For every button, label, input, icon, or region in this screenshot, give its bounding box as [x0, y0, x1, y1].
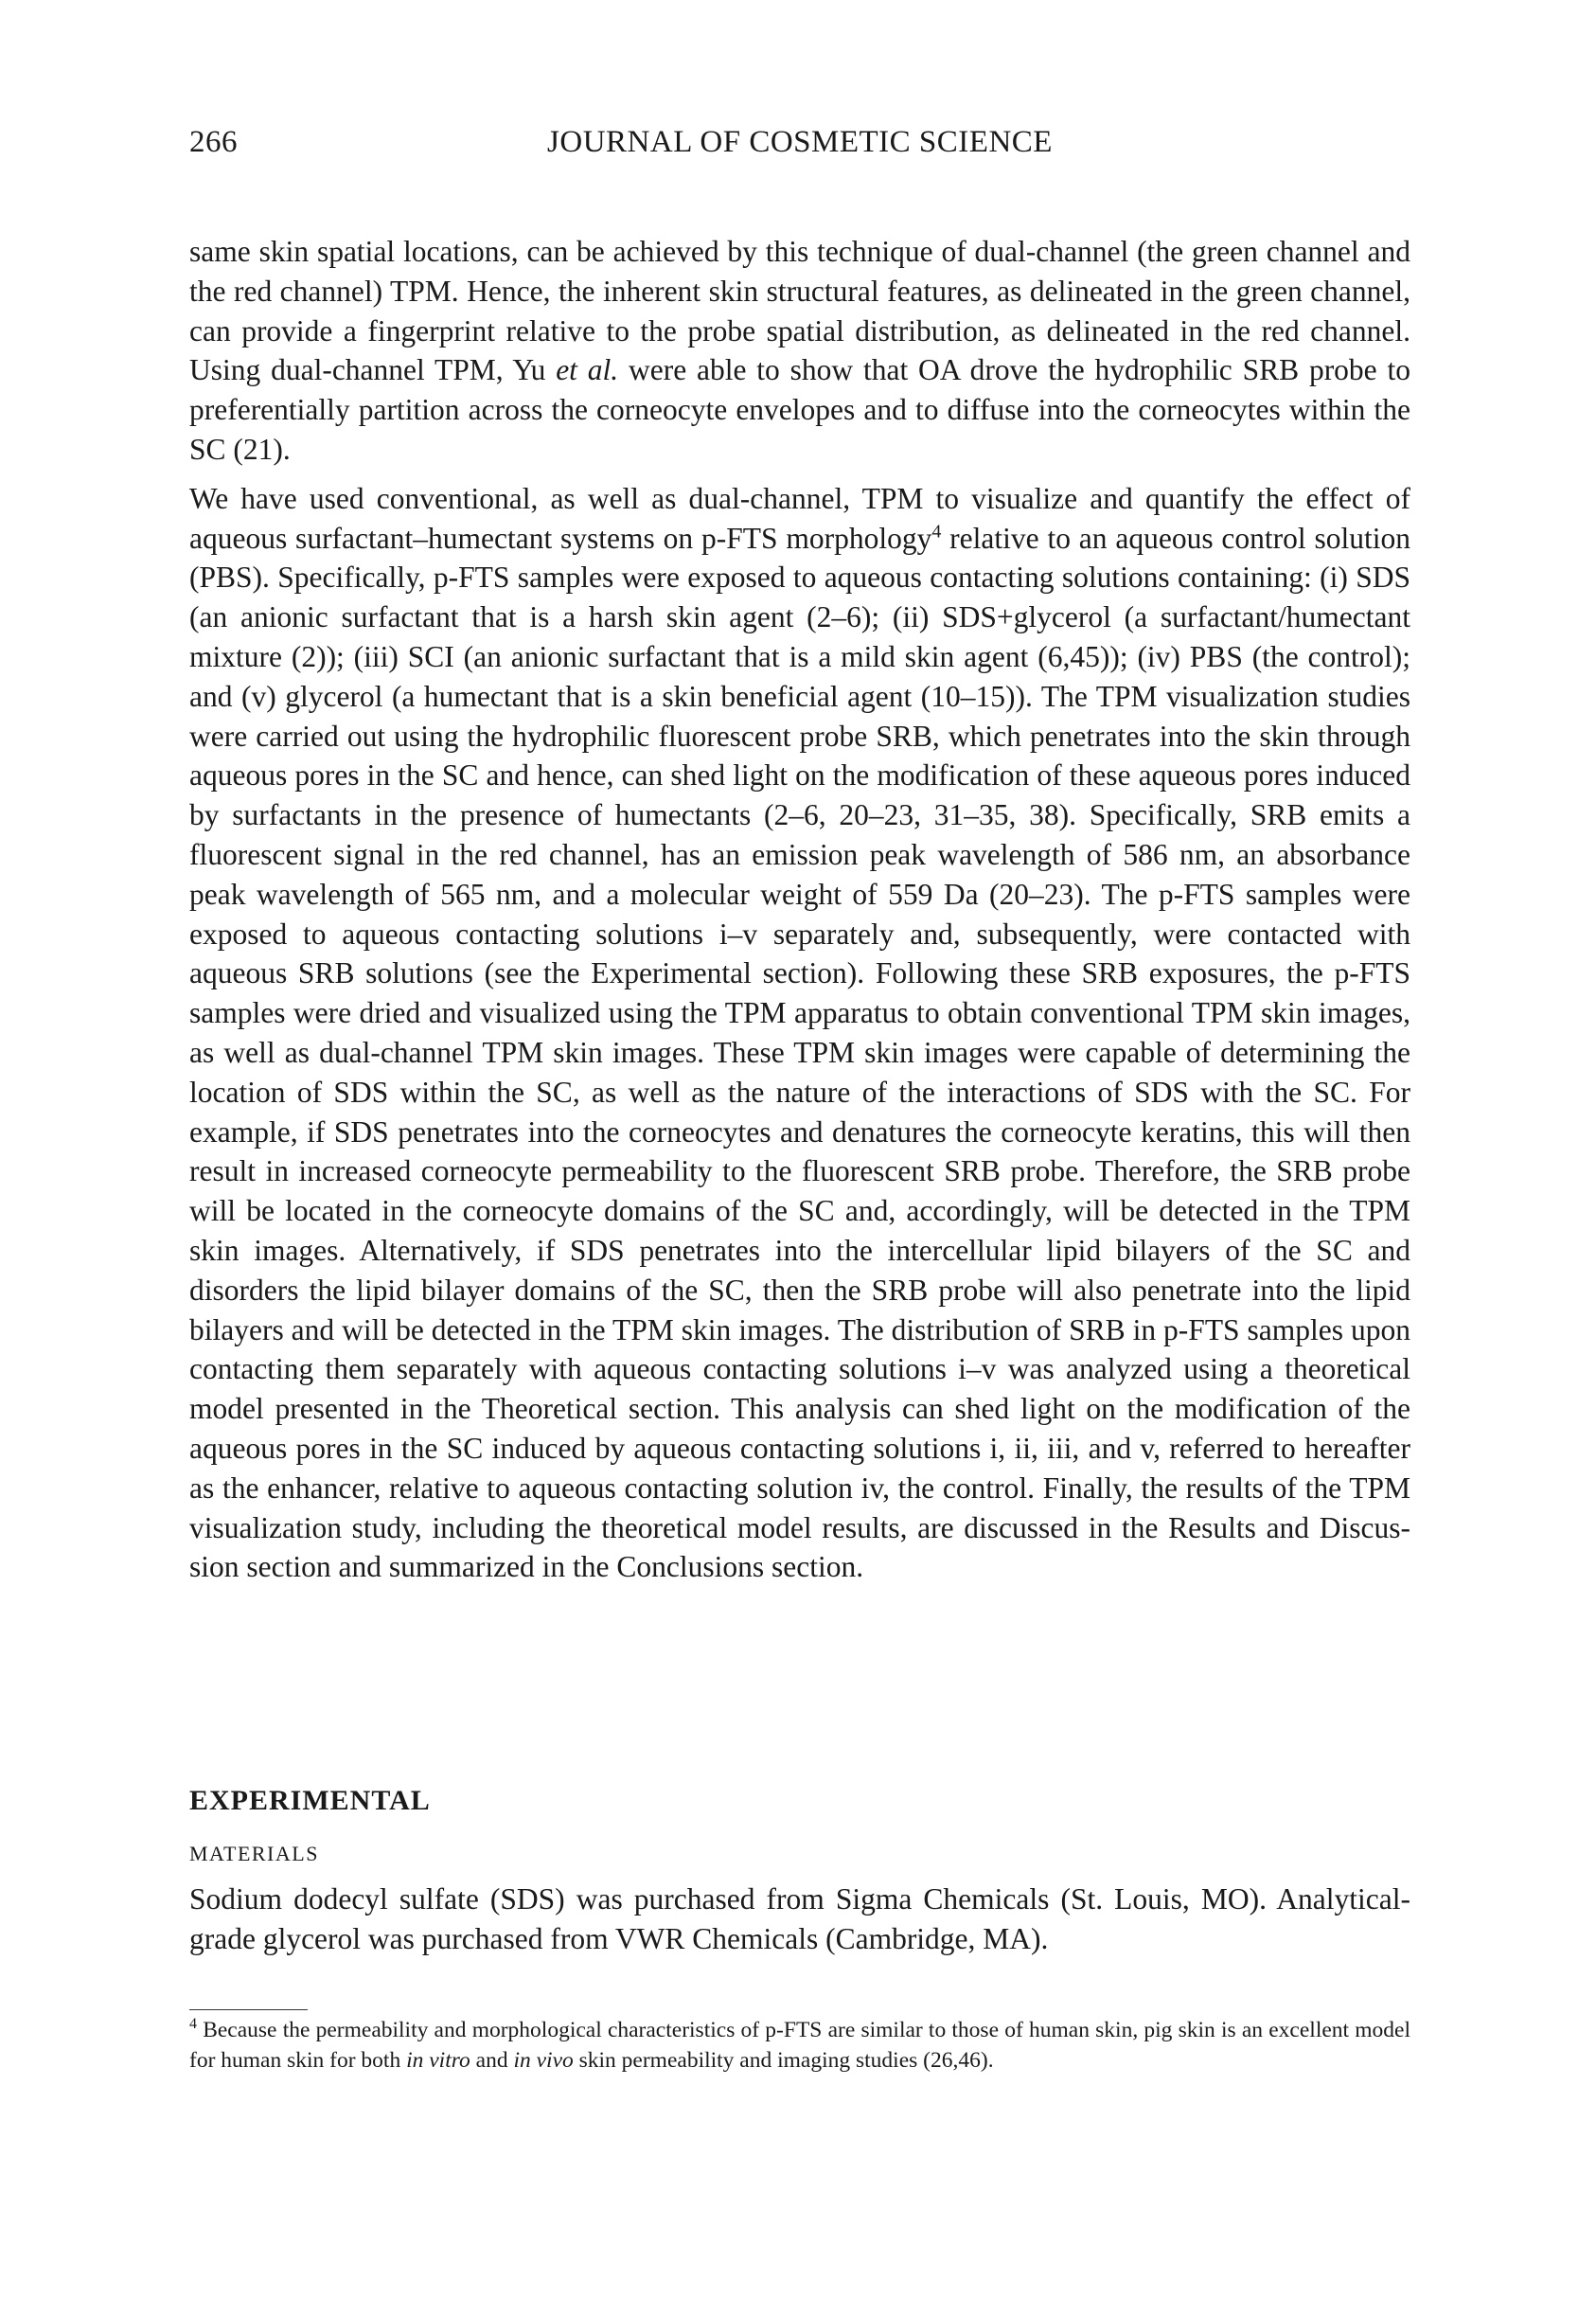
text-run: Because the permeability and morphological characteristics of p-FTS are similar to those of human skin, pig skin is an excellent model for human skin for both — [189, 2018, 1410, 2073]
footnote-marker: 4 — [931, 521, 942, 543]
footnote-number: 4 — [189, 2016, 197, 2033]
body-text — [189, 232, 1410, 1596]
paragraph-1 — [189, 232, 1410, 470]
text-run: same skin spatial locations, can be achieved by this technique of dual-channel (the green channel and the red channel) TPM. Hence, the inherent skin structural features, as delineated in the green channel, can provide a fingerprint relative to the probe spatial distribution, as delineated in the red channel. Using dual-channel TPM, Yu — [189, 235, 1410, 387]
page-number: 266 — [189, 125, 238, 159]
text-run: We have used conventional, as well as dual-channel, TPM to visualize and quantify the effect of aqueous surfactant–humectant systems on p-FTS morphology — [189, 481, 1410, 555]
footnote — [189, 2015, 1410, 2076]
footnote-text — [189, 2015, 1410, 2076]
journal-title: JOURNAL OF COSMETIC SCIENCE — [547, 125, 1053, 159]
materials-paragraph: Sodium dodecyl sulfate (SDS) was purchased from Sigma Chemicals (St. Louis, MO). Analytical-grade glycerol was purchased from VWR Chemicals (Cambridge, MA). — [189, 1882, 1410, 1955]
italic-text: et al. — [556, 353, 619, 387]
running-header — [189, 125, 1410, 167]
section-heading: EXPERIMENTAL — [189, 1785, 431, 1816]
footnote-divider — [189, 2009, 308, 2010]
text-run: skin permeability and imaging studies (26,46). — [573, 2048, 994, 2073]
text-run: relative to an aqueous control solution (PBS). Specifically, p-FTS samples were exposed to aqueous contacting solutions containing: (i) SDS (an anionic surfactant that is a harsh skin agent (2–6); (ii) SDS+glycerol (a surfactant/humectant mixture (2)); (iii) SCI (an anionic surfactant that is a mild skin agent (6,45)); (iv) PBS (the control); and (v) glycerol (a humectant that is a skin beneficial agent (10–15)). The TPM visualization studies were carried out using the hydrophilic fluorescent probe SRB, which penetrates into the skin through aqueous pores in the SC and hence, can shed light on the modification of these aqueous pores induced by surfactants in the presence of humectants (2–6, 20–23, 31–35, 38). Specifically, SRB emits a fluorescent signal in the red channel, has an emission peak wavelength of 586 nm, an absorbance peak wavelength of 565 nm, and a molecular weight of 559 Da (20–23). The p-FTS samples were exposed to aqueous contacting solutions i–v separately and, subsequently, were contacted with aqueous SRB solutions (see the Experimental section). Following these SRB exposures, the p-FTS samples were dried and visualized using the TPM apparatus to obtain conventional TPM skin images, as well as dual-channel TPM skin images. These TPM skin images were capable of determining the location of SDS within the SC, as well as the nature of the interactions of SDS with the SC. For example, if SDS penetrates into the corneocytes and denatures the corneocyte keratins, this will then result in increased corneocyte permeability to the fluorescent SRB probe. Therefore, the SRB probe will be located in the corneocyte domains of the SC and, accordingly, will be detected in the TPM skin images. Alternatively, if SDS penetrates into the intercellular lipid bilayers of the SC and disorders the lipid bilayer domains of the SC, then the SRB probe will also penetrate into the lipid bilayers and will be detected in the TPM skin images. The distribution of SRB in p-FTS samples upon contacting them separately with aqueous contacting solutions i–v was analyzed using a theoretical model presented in the Theoretical section. This analysis can shed light on the modification of the aqueous pores in the SC induced by aqueous contacting solutions i, ii, iii, and v, referred to hereafter as the enhancer, relative to aqueous contacting solution iv, the control. Finally, the results of the TPM visualization study, including the theoretical model results, are discussed in the Results and Discussion section and summarized in the Conclusions section. — [189, 521, 1410, 1584]
italic-text: in vitro — [406, 2048, 470, 2073]
text-run: and — [470, 2048, 514, 2073]
materials-text — [189, 1880, 1410, 1959]
paragraph-2 — [189, 479, 1410, 1587]
text-run: were able to show that OA drove the hydrophilic SRB probe to preferentially partition across the corneocyte envelopes and to diffuse into the corneocytes within the SC (21). — [189, 353, 1411, 466]
subsection-heading: MATERIALS — [189, 1842, 319, 1865]
italic-text: in vivo — [513, 2048, 574, 2073]
